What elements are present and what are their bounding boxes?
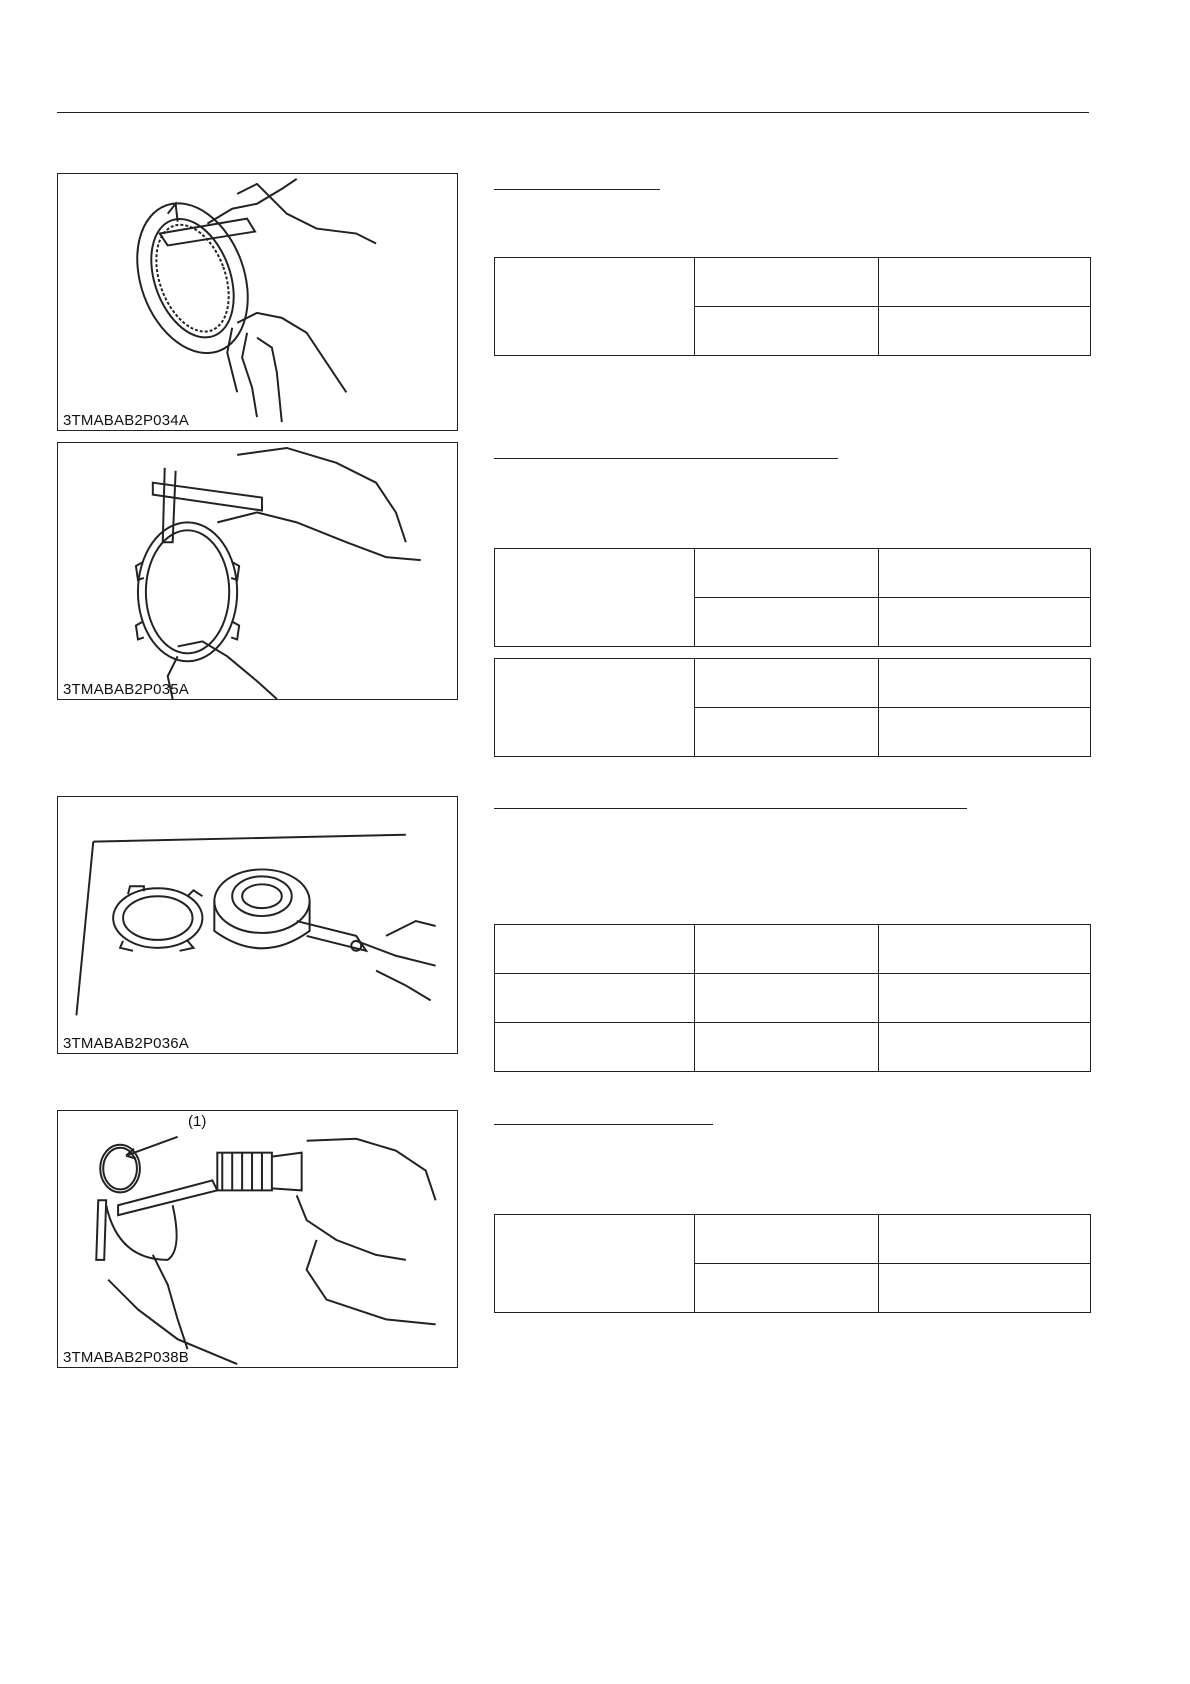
spec-table-3: [494, 658, 1091, 757]
callout-label: (1): [188, 1113, 207, 1130]
section-heading-3: [494, 808, 967, 809]
caliper-measuring-steel-plate-illustration: [58, 443, 457, 699]
section-heading-2: [494, 458, 838, 459]
caliper-measuring-plate-illustration: [58, 174, 457, 430]
spec-table-4: [494, 924, 1091, 1072]
table-row: [495, 258, 1091, 307]
figure-steel-plate: [57, 442, 458, 700]
table-row: [495, 1215, 1091, 1264]
feeler-gauge-clearance-illustration: [58, 797, 457, 1053]
table-row: [495, 1023, 1091, 1072]
table-row: [495, 925, 1091, 974]
table-row: [495, 549, 1091, 598]
figure-clearance: [57, 796, 458, 1054]
figure-caption: 3TMABAB2P035A: [63, 681, 189, 698]
figure-caption: 3TMABAB2P034A: [63, 412, 189, 429]
spec-table-2: [494, 548, 1091, 647]
header-rule: [57, 112, 1089, 113]
table-row: [495, 659, 1091, 708]
figure-caption: 3TMABAB2P038B: [63, 1349, 189, 1366]
figure-caption: 3TMABAB2P036A: [63, 1035, 189, 1052]
spec-table-1: [494, 257, 1091, 356]
figure-ring-micrometer: [57, 1110, 458, 1368]
section-heading-1: [494, 189, 660, 190]
table-row: [495, 974, 1091, 1023]
micrometer-measuring-ring-illustration: [58, 1111, 457, 1367]
spec-table-5: [494, 1214, 1091, 1313]
figure-friction-plate: [57, 173, 458, 431]
section-heading-4: [494, 1124, 713, 1125]
